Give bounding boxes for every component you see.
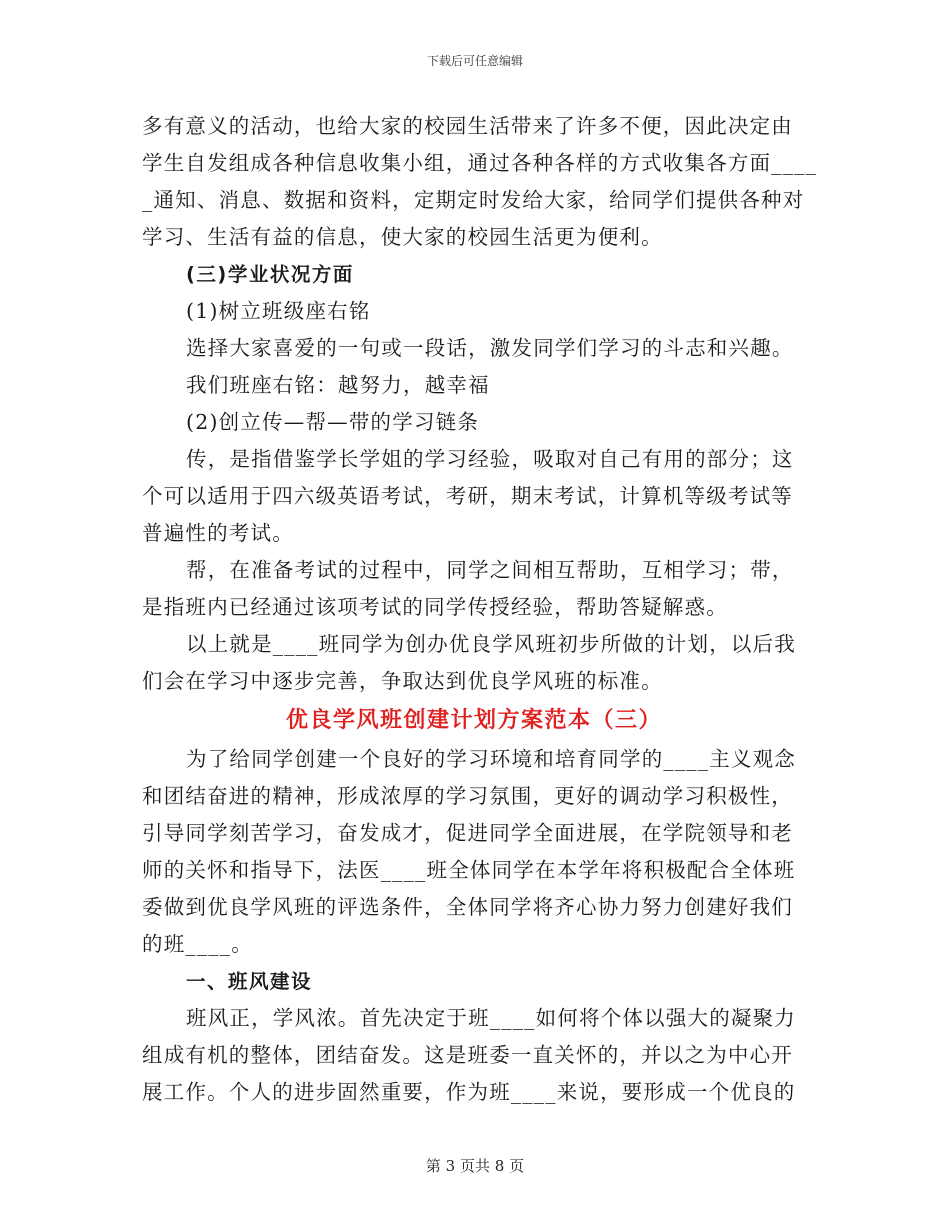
text-line: 和团结奋进的精神，形成浓厚的学习氛围，更好的调动学习积极性， [142, 784, 793, 808]
section-title: 优良学风班创建计划方案范本（三） [285, 708, 662, 733]
item-study-chain-heading: (2)创立传—帮—带的学习链条 [186, 410, 480, 434]
text-line: 师的关怀和指导下，法医____班全体同学在本学年将积极配合全体班 [142, 858, 796, 882]
text-line: 委做到优良学风班的评选条件，全体同学将齐心协力努力创建好我们 [142, 895, 793, 919]
page-footer: 第 3 页共 8 页 [425, 1157, 525, 1175]
text-line: 以上就是____班同学为创办优良学风班初步所做的计划，以后我 [186, 632, 796, 656]
paragraph-conclusion [142, 626, 806, 700]
item-motto-heading: (1)树立班级座右铭 [186, 299, 371, 323]
heading-class-style: 一、班风建设 [186, 970, 313, 993]
text-line: 个可以适用于四六级英语考试，考研，期末考试，计算机等级考试等 [142, 484, 793, 508]
text-line: 帮，在准备考试的过程中，同学之间相互帮助，互相学习；带， [186, 558, 794, 582]
paragraph-chuan [142, 441, 806, 552]
text-line: 是指班内已经通过该项考试的同学传授经验，帮助答疑解惑。 [142, 595, 728, 619]
text-line: 班风正，学风浓。首先决定于班____如何将个体以强大的凝聚力 [186, 1006, 796, 1030]
text-line: 选择大家喜爱的一句或一段话，激发同学们学习的斗志和兴趣。 [186, 336, 794, 360]
text-line: 为了给同学创建一个良好的学习环境和培育同学的____主义观念 [186, 747, 796, 771]
text-line: 多有意义的活动，也给大家的校园生活带来了许多不便，因此决定由 [142, 114, 793, 138]
text-line: 传，是指借鉴学长学姐的学习经验，吸取对自己有用的部分；这 [186, 447, 794, 471]
text-line: 我们班座右铭：越努力，越幸福 [186, 373, 490, 397]
paragraph-bang [142, 552, 806, 626]
section-class-style [142, 963, 806, 1111]
text-line: 展工作。个人的进步固然重要，作为班____来说，要形成一个优良的 [142, 1080, 796, 1104]
text-line: 学生自发组成各种信息收集小组，通过各种各样的方式收集各方面____ [142, 151, 818, 175]
text-line: 们会在学习中逐步完善，争取达到优良学风班的标准。 [142, 669, 663, 693]
heading-academic-status: (三)学业状况方面 [186, 263, 354, 286]
document-body [142, 108, 818, 1111]
text-line: 组成有机的整体，团结奋发。这是班委一直关怀的，并以之为中心开 [142, 1043, 793, 1067]
text-line: 的班____。 [142, 932, 253, 956]
text-line: 学习、生活有益的信息，使大家的校园生活更为便利。 [142, 225, 663, 249]
text-line: 引导同学刻苦学习，奋发成才，促进同学全面进展，在学院领导和老 [142, 821, 793, 845]
paragraph-intro [142, 741, 806, 963]
paragraph-info-collection [142, 108, 818, 256]
section-academic [142, 256, 806, 441]
text-line: _通知、消息、数据和资料，定期定时发给大家，给同学们提供各种对 [142, 188, 805, 212]
text-line: 普遍性的考试。 [142, 521, 294, 545]
page-header: 下载后可任意编辑 [426, 54, 523, 68]
